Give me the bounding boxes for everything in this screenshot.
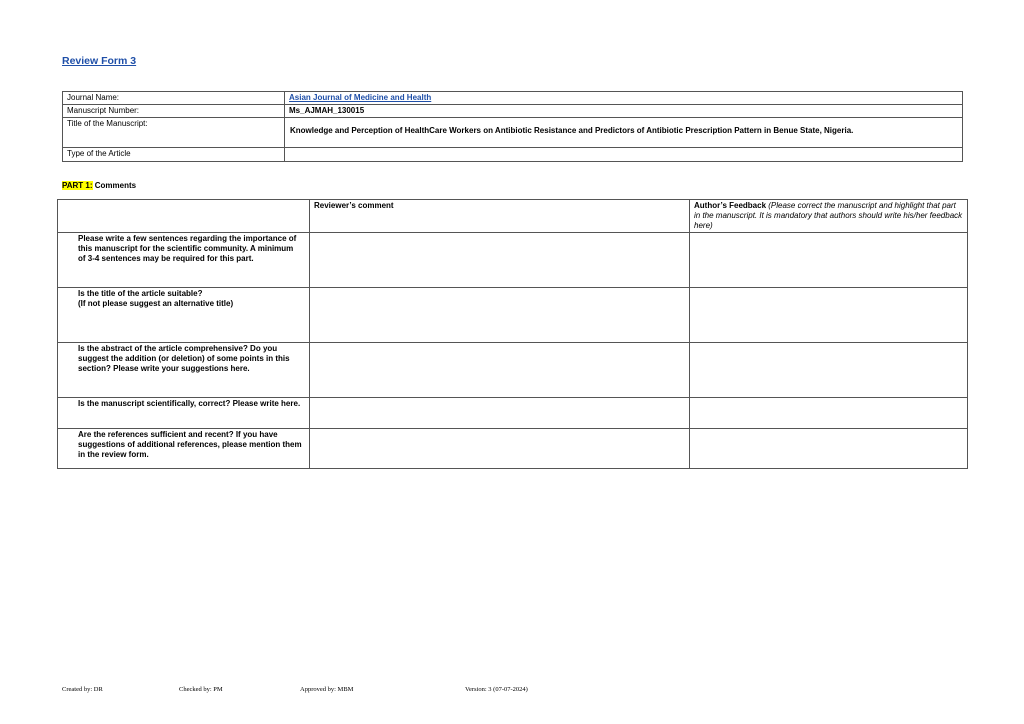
article-type-label: Type of the Article [63,148,285,162]
journal-name-link[interactable]: Asian Journal of Medicine and Health [289,93,432,102]
journal-value-cell [285,92,963,105]
author-feedback-cell[interactable] [690,343,968,398]
manuscript-number-row [63,105,963,118]
table-row [58,429,968,469]
manuscript-title-cell [285,118,963,148]
journal-row [63,92,963,105]
reviewer-comment-header [310,200,690,233]
footer-created-by: Created by: DR [62,686,103,693]
reviewer-comment-label: Reviewer’s comment [314,201,394,210]
reviewer-comment-cell[interactable] [310,398,690,429]
question-title: Is the title of the article suitable? (If not please suggest an alternative title) [58,288,310,343]
footer-version: Version: 3 (07-07-2024) [465,686,528,693]
table-row [58,233,968,288]
author-feedback-cell[interactable] [690,288,968,343]
article-type-row [63,148,963,162]
author-feedback-instructions: (Please correct the manuscript and highlight that part in the manuscript. It is mandatory that authors should write his/her feedback here) [694,201,963,230]
author-feedback-cell[interactable] [690,398,968,429]
part1-heading [62,181,136,190]
table-row [58,343,968,398]
author-feedback-cell[interactable] [690,233,968,288]
manuscript-title-label: Title of the Manuscript: [63,118,285,148]
article-type-value[interactable] [285,148,963,162]
manuscript-number-label: Manuscript Number: [63,105,285,118]
reviewer-comment-cell[interactable] [310,288,690,343]
question-references: Are the references sufficient and recent? If you have suggestions of additional references, please mention them in the review form. [58,429,310,469]
question-abstract: Is the abstract of the article comprehensive? Do you suggest the addition (or deletion) of some points in this section? Please write your suggestions here. [58,343,310,398]
manuscript-title-row [63,118,963,148]
journal-label: Journal Name: [63,92,285,105]
part1-highlight: PART 1: [62,181,93,190]
manuscript-number-value: Ms_AJMAH_130015 [289,106,365,115]
form-title: Review Form 3 [62,55,137,67]
manuscript-title-value: Knowledge and Perception of HealthCare Workers on Antibiotic Resistance and Predictors of Antibiotic Prescription Pattern in Benue State, Nigeria. [290,126,854,135]
comments-header-row [58,200,968,233]
table-row [58,288,968,343]
reviewer-comment-cell[interactable] [310,343,690,398]
part1-title: Comments [92,181,137,190]
author-feedback-label: Author’s Feedback [694,201,767,210]
question-header-cell [58,200,310,233]
reviewer-comment-cell[interactable] [310,429,690,469]
manuscript-info-table [62,91,963,162]
author-feedback-cell[interactable] [690,429,968,469]
footer-checked-by: Checked by: PM [179,686,223,693]
author-feedback-header [690,200,968,233]
question-importance: Please write a few sentences regarding the importance of this manuscript for the scientific community. A minimum of 3-4 sentences may be required for this part. [58,233,310,288]
comments-table [57,199,968,469]
question-scientific: Is the manuscript scientifically, correct? Please write here. [58,398,310,429]
table-row [58,398,968,429]
manuscript-number-cell [285,105,963,118]
footer-approved-by: Approved by: MBM [300,686,354,693]
reviewer-comment-cell[interactable] [310,233,690,288]
